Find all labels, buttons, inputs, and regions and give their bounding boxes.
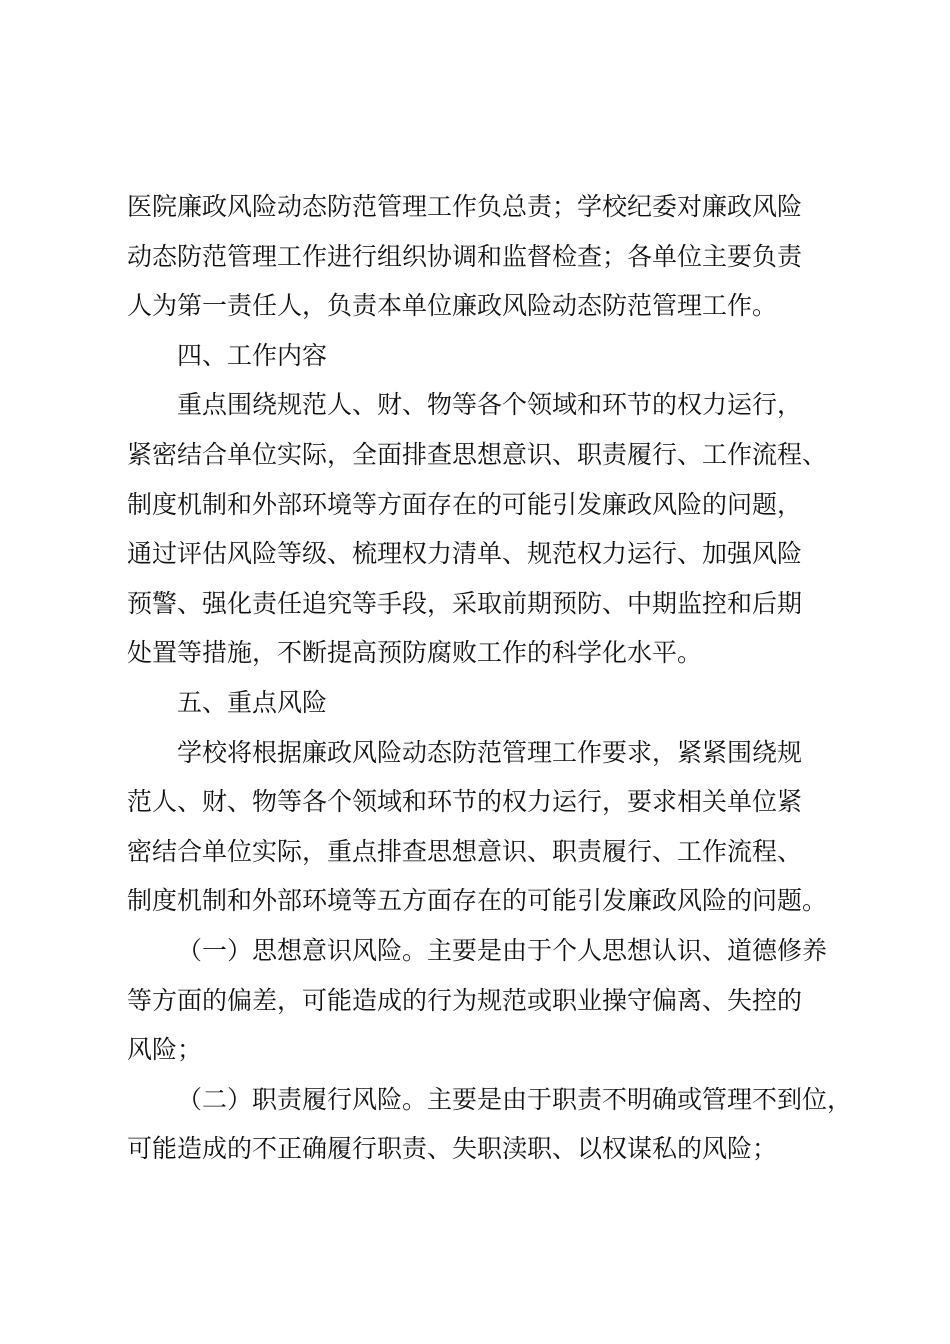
- text-line: 五、重点风险: [177, 687, 328, 717]
- text-line: 医院廉政风险动态防范管理工作负总责；学校纪委对廉政风险: [127, 192, 803, 221]
- text-line: 通过评估风险等级、梳理权力清单、规范权力运行、加强风险: [127, 539, 803, 569]
- text-line: 学校将根据廉政风险动态防范管理工作要求，紧紧围绕规: [177, 737, 803, 767]
- text-line: 制度机制和外部环境等方面存在的可能引发廉政风险的问题，: [127, 489, 803, 519]
- text-line: 风险；: [127, 1035, 203, 1065]
- text-line: 四、工作内容: [177, 340, 328, 370]
- text-line: 动态防范管理工作进行组织协调和监督检查；各单位主要负责: [127, 241, 803, 271]
- text-line: 重点围绕规范人、财、物等各个领域和环节的权力运行，: [177, 390, 803, 420]
- text-line: 紧密结合单位实际，全面排查思想意识、职责履行、工作流程、: [127, 439, 828, 469]
- text-line: 密结合单位实际，重点排查思想意识、职责履行、工作流程、: [127, 836, 803, 866]
- text-line: （二）职责履行风险。主要是由于职责不明确或管理不到位，: [177, 1084, 853, 1114]
- text-line: 等方面的偏差，可能造成的行为规范或职业操守偏离、失控的: [127, 985, 803, 1015]
- document-body: [127, 182, 857, 1174]
- text-line: 制度机制和外部环境等五方面存在的可能引发廉政风险的问题。: [127, 886, 828, 916]
- text-line: 范人、财、物等各个领域和环节的权力运行，要求相关单位紧: [127, 787, 803, 817]
- text-line: 预警、强化责任追究等手段，采取前期预防、中期监控和后期: [127, 588, 803, 618]
- text-line: 人为第一责任人，负责本单位廉政风险动态防范管理工作。: [127, 291, 778, 321]
- text-line: 处置等措施，不断提高预防腐败工作的科学化水平。: [127, 638, 703, 668]
- text-line: 可能造成的不正确履行职责、失职渎职、以权谋私的风险；: [127, 1134, 778, 1164]
- text-line: （一）思想意识风险。主要是由于个人思想认识、道德修养: [177, 935, 828, 965]
